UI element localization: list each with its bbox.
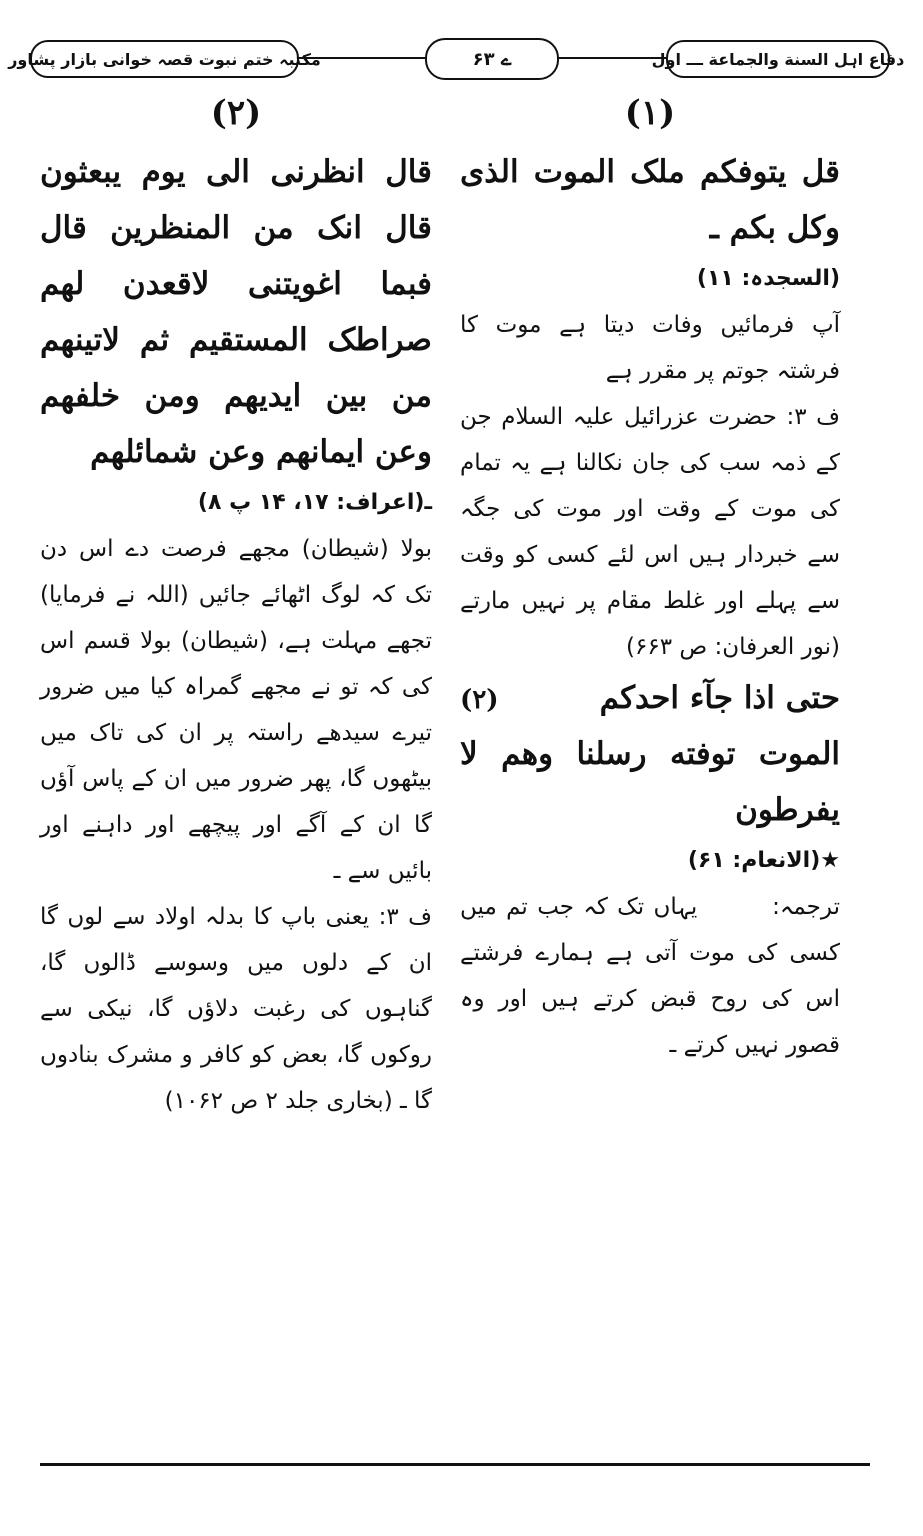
verse-number: (۲) [460,685,499,715]
verse-reference: ★(الانعام: ۶۱) [687,848,840,873]
book-title: دفاع اہل السنة والجماعة ـــ اول [666,40,890,78]
quran-verse: قال انظرنی الی یوم یبعثون قال انک من المنظرین قال فبما اغویتنی لاقعدن لهم صراطک المستقیم ثم لاتینهم من بین ایدیهم ومن خلفهم وعن ایمانهم وعن شمائلهم [40,154,432,470]
section-number: (۲) [210,93,262,133]
verse-translation: بولا (شیطان) مجھے فرصت دے اس دن تک کہ لوگ اٹھائے جائیں (اللہ نے فرمایا) تجھے مہلت ہے، (شیطان) بولا قسم اس کی کہ تو نے مجھے گمراہ کیا میں ضرور تیرے سیدھے راستہ پر ان کی تاک میں بیٹھوں گا، پھر ضرور میں ان کے پاس آؤں گا ان کے آگے اور پیچھے اور داہنے اور بائیں سے ـ [40,536,432,884]
translation-label: ترجمہ: [772,894,840,920]
verse-reference: (السجدہ: ۱۱) [696,266,840,291]
commentary-note: ف ۳: حضرت عزرائیل علیہ السلام جن کے ذمہ سب کی جان نکالنا ہے یہ تمام کی موت کے وقت اور موت کی جگہ سے خبردار ہیں اس لئے کسی کو وقت سے پہلے اور غلط مقام پر نہیں مارتے (نور العرفان: ص ۶۶۳) [460,404,841,660]
verse-translation [460,884,840,1068]
verse-heading-row [460,670,840,726]
quran-verse: قل یتوفکم ملک الموت الذی وکل بکم ـ [460,154,840,246]
page-number: ے ۶۳ [425,38,559,80]
section-number: (۱) [624,93,676,133]
commentary-note: ف ۳: یعنی باپ کا بدلہ اولاد سے لوں گا ان کے دلوں میں وسوسے ڈالوں گا، گناہوں کی رغبت دلاؤں گا، نیکی سے روکوں گا، بعض کو کافر و مشرک بنادوں گا ـ (بخاری جلد ۲ ص ۱۰۶۲) [40,904,433,1114]
quran-verse-start: حتی اذا جآء احدکم [599,680,840,716]
verse-translation: آپ فرمائیں وفات دیتا ہے موت کا فرشتہ جوتم پر مقرر ہے [460,312,840,384]
publisher-label: مکتبہ ختم نبوت قصہ خوانی بازار پشاور [30,40,299,78]
footer-rule [40,1463,870,1466]
translation-text: یہاں تک کہ جب تم میں کسی کی موت آتی ہے ہمارے فرشتے اس کی روح قبض کرتے ہیں اور وہ قصور نہیں کرتے ـ [460,894,840,1058]
left-column [40,88,432,1124]
quran-verse-continued: الموت توفته رسلنا وهم لا یفرطون [460,736,840,828]
right-column [460,88,840,1068]
verse-reference: ـ(اعراف: ۱۷، ۱۴ پ ۸) [197,490,432,515]
page-header [8,38,905,78]
